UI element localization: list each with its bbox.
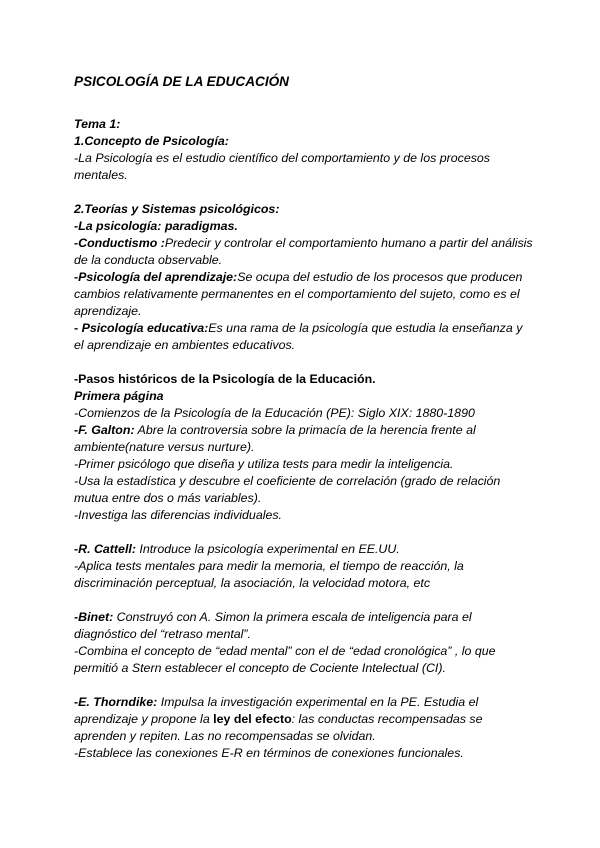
conductismo-text: Predecir y controlar el comportamiento humano a partir del análisis de la conducta observable. <box>74 236 533 267</box>
binet-label: -Binet: <box>74 610 114 624</box>
thorndike-item: -Establece las conexiones E-R en términos de conexiones funcionales. <box>74 746 464 760</box>
section-binet <box>74 609 534 677</box>
aprendizaje-label: -Psicología del aprendizaje: <box>74 270 238 284</box>
thorndike-text-after: : las conductas recompensadas se aprenden y repiten. Las no recompensadas se olvidan. <box>74 712 483 743</box>
concepto-heading: 1.Concepto de Psicología: <box>74 134 229 148</box>
educativa-label: - Psicología educativa: <box>74 321 209 335</box>
section-teorias <box>74 201 534 354</box>
aprendizaje-text: Se ocupa del estudio de los procesos que producen cambios relativamente permanentes en el comportamiento del sujeto, como es el aprendizaje. <box>74 270 523 318</box>
cattell-text: Introduce la psicología experimental en EE.UU. <box>135 542 400 556</box>
pasos-heading: -Pasos históricos de la Psicología de la Educación. <box>74 372 376 386</box>
section-cattell <box>74 541 534 592</box>
cattell-label: -R. Cattell: <box>74 542 136 556</box>
aprendizaje-paragraph <box>74 269 534 320</box>
thorndike-label: -E. Thorndike: <box>74 695 158 709</box>
document-content <box>74 72 534 779</box>
binet-text: Construyó con A. Simon la primera escala de inteligencia para el diagnóstico del “retraso mental”. <box>74 610 472 641</box>
binet-item: -Combina el concepto de “edad mental” con el de “edad cronológica” , lo que permitió a Stern establecer el concepto de Cociente Intelectual (CI). <box>74 644 496 675</box>
galton-item: -Usa la estadística y descubre el coeficiente de correlación (grado de relación mutua entre dos o más variables). <box>74 474 501 505</box>
cattell-item: -Aplica tests mentales para medir la memoria, el tiempo de reacción, la discriminación perceptual, la asociación, la velocidad motora, etc <box>74 559 464 590</box>
educativa-text: Es una rama de la psicología que estudia la enseñanza y el aprendizaje en ambientes educativos. <box>74 321 523 352</box>
document-title: PSICOLOGÍA DE LA EDUCACIÓN <box>74 74 289 89</box>
galton-item: -Investiga las diferencias individuales. <box>74 508 282 522</box>
educativa-paragraph <box>74 320 534 354</box>
section-tema-1 <box>74 116 534 184</box>
concepto-text: -La Psicología es el estudio científico del comportamiento y de los procesos mentales. <box>74 151 490 182</box>
section-thorndike <box>74 694 534 762</box>
conductismo-paragraph <box>74 235 534 269</box>
cattell-paragraph <box>74 541 534 558</box>
pasos-subheading: Primera página <box>74 389 164 403</box>
galton-paragraph <box>74 422 534 456</box>
thorndike-paragraph <box>74 694 534 745</box>
galton-text: Abre la controversia sobre la primacía de la herencia frente al ambiente(nature versus nurture). <box>74 423 476 454</box>
thorndike-text-before: Impulsa la investigación experimental en la PE. Estudia el aprendizaje y propone la <box>74 695 479 726</box>
conductismo-label: -Conductismo : <box>74 236 165 250</box>
galton-item: -Primer psicólogo que diseña y utiliza tests para medir la inteligencia. <box>74 457 454 471</box>
section-pasos-historicos <box>74 371 534 524</box>
tema-heading: Tema 1: <box>74 117 121 131</box>
ley-del-efecto: ley del efecto <box>213 712 292 726</box>
comienzos-line: -Comienzos de la Psicología de la Educación (PE): Siglo XIX: 1880-1890 <box>74 406 475 420</box>
paradigmas-line: -La psicología: paradigmas. <box>74 219 238 233</box>
galton-label: -F. Galton: <box>74 423 135 437</box>
teorias-heading: 2.Teorías y Sistemas psicológicos: <box>74 202 280 216</box>
binet-paragraph <box>74 609 534 643</box>
